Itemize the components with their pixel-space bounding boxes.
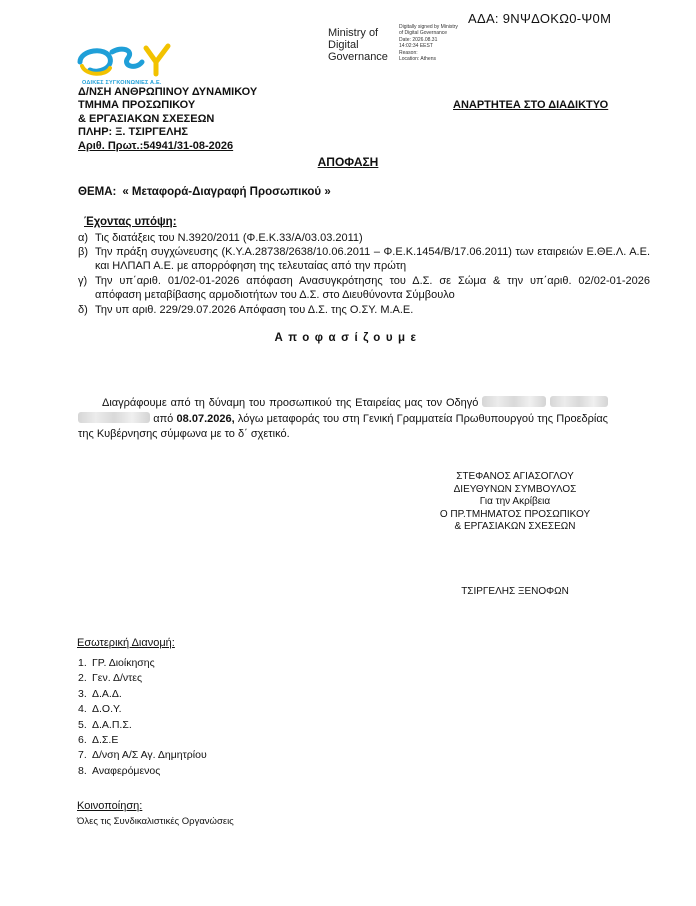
signer-line: Ο ΠΡ.ΤΜΗΜΑΤΟΣ ΠΡΟΣΩΠΙΚΟΥ [439, 508, 591, 520]
list-item: 3. Δ.Α.Δ. [78, 687, 122, 700]
redacted-name [550, 396, 608, 407]
distribution-list [78, 656, 207, 779]
header-line: Δ/ΝΣΗ ΑΝΘΡΩΠΙΝΟΥ ΔΥΝΑΜΙΚΟΥ [78, 86, 258, 98]
clause-a: α) Τις διατάξεις του Ν.3920/2011 (Φ.Ε.Κ.33/Α/03.03.2011) [78, 232, 363, 244]
header-line: & ΕΡΓΑΣΙΑΚΩΝ ΣΧΕΣΕΩΝ [78, 112, 215, 125]
signer-line: ΔΙΕΥΘΥΝΩΝ ΣΥΜΒΟΥΛΟΣ [453, 483, 577, 495]
clause-d: δ) Την υπ αριθ. 229/29.07.2026 Απόφαση του Δ.Σ. της Ο.ΣΥ. Μ.Α.Ε. [78, 304, 414, 316]
posted-online-note: ΑΝΑΡΤΗΤΕΑ ΣΤΟ ΔΙΑΔΙΚΤΥΟ [453, 99, 609, 111]
list-item: 4. Δ.Ο.Υ. [78, 703, 122, 716]
decision-heading: Αποφασίζουμε [274, 332, 422, 344]
protocol-number: Αριθ. Πρωτ.:54941/31-08-2026 [78, 139, 234, 152]
signature-block [420, 471, 610, 534]
signer-line: ΣΤΕΦΑΝΟΣ ΑΓΙΑΣΟΓΛΟΥ [456, 471, 574, 482]
list-item: 6. Δ.Σ.Ε [78, 734, 119, 747]
logo-tagline: ΟΔΙΚΕΣ ΣΥΓΚΟΙΝΩΝΙΕΣ Α.Ε. [82, 80, 162, 86]
clause-b: β) Την πράξη συγχώνευσης (Κ.Υ.Α.28738/2638/10.06.2011 – Φ.Ε.Κ.1454/Β/17.06.2011) των εταιρειών Ε.ΘΕ.Λ. Α.Ε. και ΗΛΠΑΠ Α.Ε. με απορρόφηση της τελευταίας από την πρώτη [78, 246, 650, 272]
list-item: 5. Δ.Α.Π.Σ. [78, 718, 132, 731]
considering-heading: Έχοντας υπόψη: [84, 216, 177, 228]
clause-c: γ) Την υπ΄αριθ. 01/02-01-2026 απόφαση Ανασυγκρότησης του Δ.Σ. σε Σώμα & την υπ΄αριθ. 02/02-01-2026 απόφαση μεταβίβασης αρμοδιοτήτων του Δ.Σ. στο Διευθύνοντα Σύμβουλο [78, 275, 650, 301]
ada-code: ΑΔΑ: 9ΝΨΔΟΚΩ0-Ψ0Μ [468, 11, 612, 26]
list-item: 7. Δ/νση Α/Σ Αγ. Δημητρίου [78, 749, 207, 762]
subject-text: « Μεταφορά-Διαγραφή Προσωπικού » [122, 186, 331, 198]
distribution-title: Εσωτερική Διανομή: [77, 637, 175, 649]
signer-name: ΤΣΙΡΓΕΛΗΣ ΞΕΝΟΦΩΝ [461, 586, 569, 597]
notification-text: Όλες τις Συνδικαλιστικές Οργανώσεις [77, 816, 234, 827]
subject-label: ΘΕΜΑ: [78, 186, 117, 198]
signer-line: Για την Ακρίβεια [479, 496, 551, 508]
header-line: ΠΛΗΡ: Ξ. ΤΣΙΡΓΕΛΗΣ [78, 126, 189, 139]
digital-signature-details: Digitally signed by Ministry of Digital Governance Date: 2026.08.31 14:02:34 EEST Reason: Location: Athens [399, 24, 458, 63]
header-line: ΤΜΗΜΑ ΠΡΟΣΩΠΙΚΟΥ [78, 99, 196, 112]
digital-signature-org: Ministry of Digital Governance [328, 27, 388, 63]
signer-line: & ΕΡΓΑΣΙΑΚΩΝ ΣΧΕΣΕΩΝ [454, 521, 576, 533]
subject-line [78, 186, 331, 198]
body-text-1: Διαγράφουμε από τη δύναμη του προσωπικού της Εταιρείας μας τον Οδηγό [102, 397, 479, 409]
list-item: 8. Αναφερόμενος [78, 764, 161, 777]
logo-mark-icon [80, 46, 168, 74]
body-text-2: από [153, 412, 174, 425]
body-date: 08.07.2026, [176, 412, 235, 425]
list-item: 2. Γεν. Δ/ντες [78, 672, 143, 685]
decision-body [78, 396, 608, 443]
sender-header [78, 86, 257, 153]
body-text-3: λόγω μεταφοράς του στη Γενική Γραμματεία Πρωθυπουργού της Προεδρίας της Κυβέρνησης σύμφωνα με το δ΄ σχετικό. [78, 412, 608, 440]
redacted-name [78, 412, 150, 423]
notification-title: Κοινοποίηση: [77, 800, 143, 812]
document-title: ΑΠΟΦΑΣΗ [317, 155, 379, 169]
list-item: 1. ΓΡ. Διοίκησης [78, 657, 155, 669]
redacted-name [482, 396, 546, 407]
